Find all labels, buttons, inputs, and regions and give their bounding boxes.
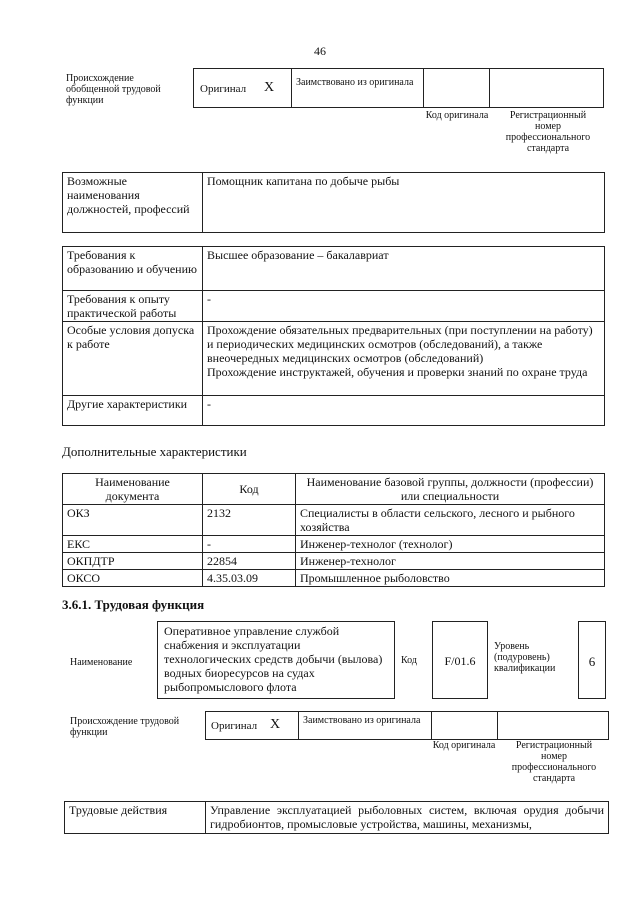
table-row [63,553,605,570]
positions-value: Помощник капитана по добыче рыбы [203,173,605,233]
table-cell: Инженер-технолог (технолог) [296,536,605,553]
table-cell: 22854 [203,553,296,570]
origin2-borrowed-label: Заимствовано из оригинала [303,715,421,726]
origin2-original-label: Оригинал [211,720,258,732]
page-number: 46 [314,44,326,58]
req-label: Требования к образованию и обучению [63,247,203,291]
req-label: Другие характеристики [63,396,203,426]
origin2-reg-label: Регистрационный номер профессионального стандарта [511,740,597,784]
positions-label: Возможные наименования должностей, профессий [63,173,203,233]
req-label: Особые условия допуска к работе [63,322,203,396]
req-value: Прохождение обязательных предварительных (при поступлении на работу) и периодических медицинских осмотров (обследований), а также внеочередных медицинских осмотров (обследований) [207,323,593,365]
additional-table [62,473,605,587]
origin-code-cell [423,68,490,108]
origin2-reg-cell [497,711,609,740]
table-row [63,505,605,536]
table-cell: ОКСО [63,570,203,587]
origin2-borrowed-cell [298,711,432,740]
table-cell: Специалисты в области сельского, лесного и рыбного хозяйства [296,505,605,536]
section-title: 3.6.1. Трудовая функция [62,597,205,612]
origin2-code-cell [431,711,498,740]
positions-table [62,172,605,233]
origin-borrowed-label: Заимствовано из оригинала [296,77,414,88]
additional-header: Наименование документа [63,474,203,505]
actions-value: Управление эксплуатацией рыболовных систем, включая орудия добычи гидробионтов, промысловые устройства, машины, механизмы, [206,802,609,834]
req-value: Высшее образование – бакалавриат [203,247,605,291]
origin2-mark: X [270,717,281,732]
origin-mark: X [264,80,275,95]
table-cell: 2132 [203,505,296,536]
req-value: - [203,291,605,322]
name-value: Оперативное управление службой снабжения и эксплуатации технологических средств добычи (вылова) водных биоресурсов на судах рыбопромыслового флота [157,621,395,699]
table-cell: ЕКС [63,536,203,553]
table-cell: - [203,536,296,553]
actions-table [64,801,609,834]
level-label: Уровень (подуровень) квалификации [494,641,556,674]
origin2-code-label: Код оригинала [432,740,496,751]
table-cell: Промышленное рыболовство [296,570,605,587]
code-value: F/01.6 [432,621,488,699]
table-row [63,570,605,587]
origin-original-label: Оригинал [200,83,247,95]
req-label: Требования к опыту практической работы [63,291,203,322]
additional-header: Код [203,474,296,505]
origin-borrowed-cell [291,68,424,108]
level-value: 6 [578,621,606,699]
origin-code-label: Код оригинала [425,110,489,121]
additional-header: Наименование базовой группы, должности (профессии) или специальности [296,474,605,505]
origin2-label: Происхождение трудовой функции [70,716,180,738]
table-cell: Инженер-технолог [296,553,605,570]
requirements-table [62,246,605,426]
origin-reg-label: Регистрационный номер профессионального стандарта [505,110,591,154]
name-label: Наименование [70,657,133,668]
origin-reg-cell [489,68,604,108]
actions-label: Трудовые действия [65,802,206,834]
table-cell: ОКПДТР [63,553,203,570]
code-label: Код [401,655,417,666]
origin-original-cell [193,68,292,108]
table-row [63,536,605,553]
req-value-2: Прохождение инструктажей, обучения и проверки знаний по охране труда [207,365,588,379]
req-value-cell [203,322,605,396]
table-cell: 4.35.03.09 [203,570,296,587]
origin2-original-cell [205,711,299,740]
origin-label: Происхождение обобщенной трудовой функции [66,73,161,106]
additional-title: Дополнительные характеристики [62,444,247,459]
table-cell: ОКЗ [63,505,203,536]
req-value: - [203,396,605,426]
